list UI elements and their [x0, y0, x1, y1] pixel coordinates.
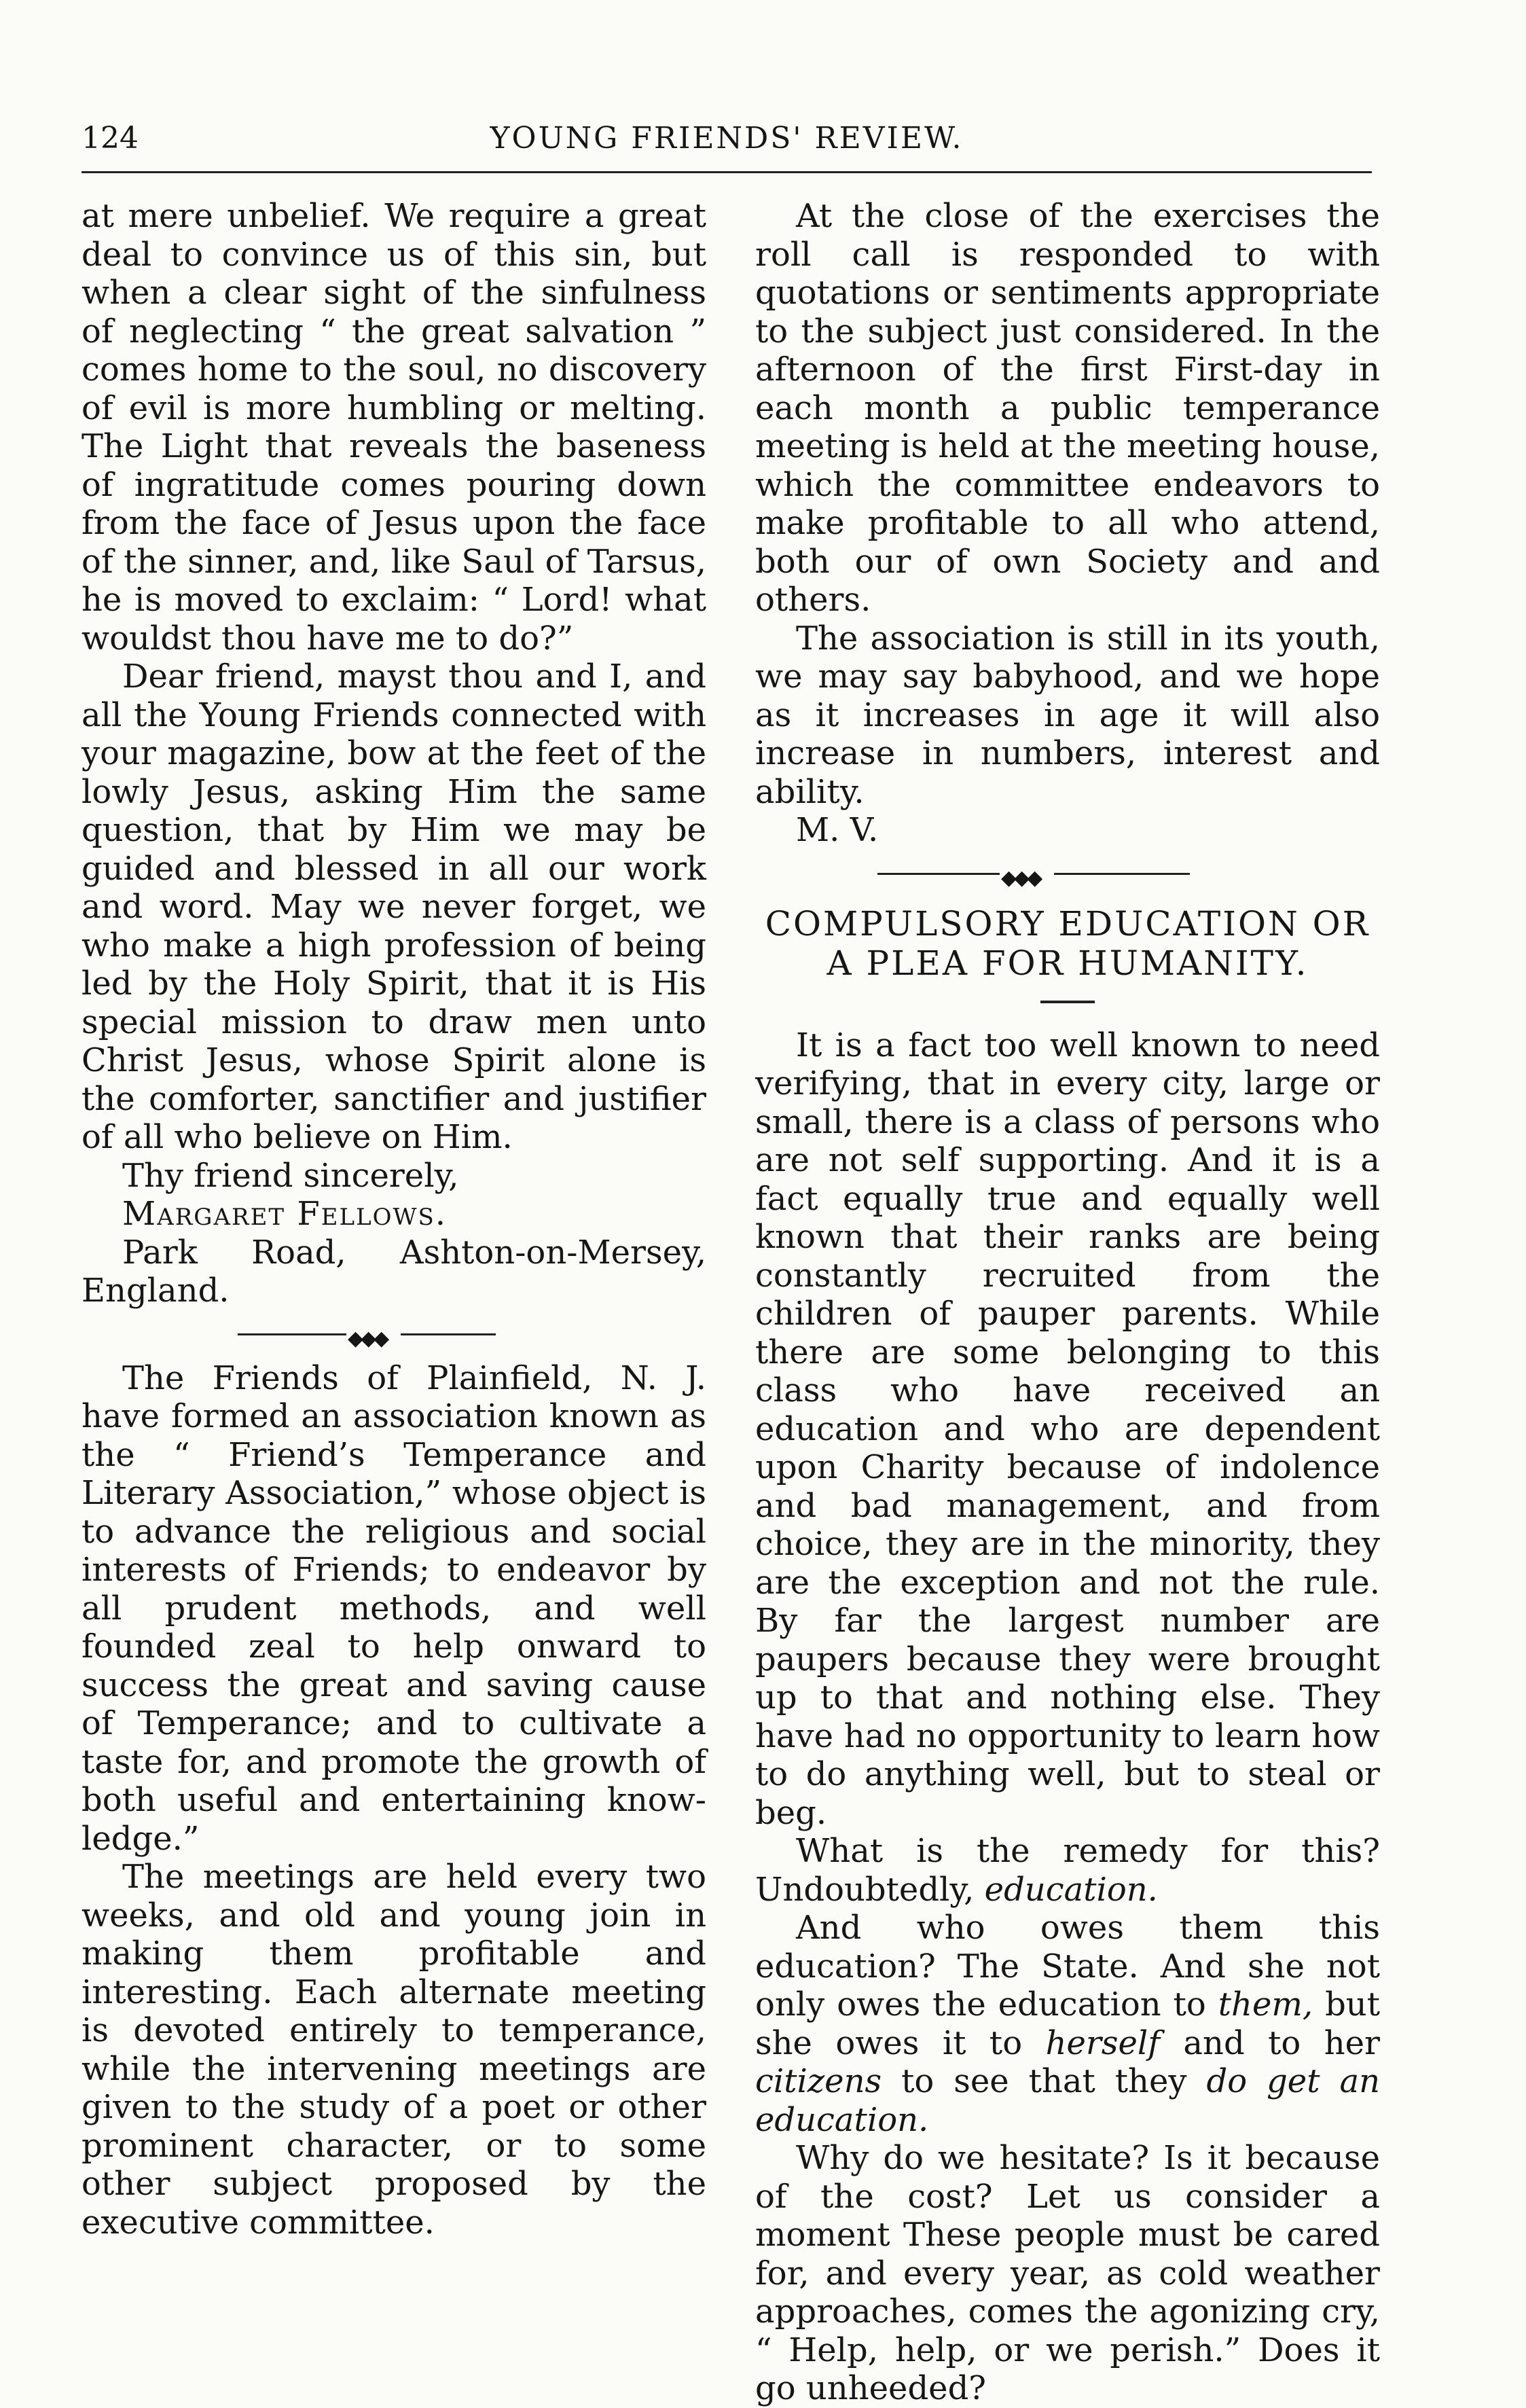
- ornament-icon: ◆◆◆: [1001, 865, 1040, 890]
- paragraph-youth: The association is still in its youth, we may say babyhood, and we hope as it increases in age it will also increase in numbers, interest and ability.: [755, 619, 1380, 811]
- italic-text: education.: [984, 1870, 1158, 1909]
- article-title-line-2: A PLEA FOR HUMANITY.: [826, 943, 1309, 983]
- right-column: [755, 197, 1380, 2408]
- paragraph-who-owes: [755, 1909, 1380, 2139]
- header-rule: [81, 171, 1372, 173]
- text-span: What is the remedy for this? Undoubtedly,: [755, 1832, 1380, 1909]
- letter-closing: Thy friend sincerely,: [122, 1156, 459, 1195]
- paragraph-roll-call: At the close of the exercises the roll call is responded to with quotations or sentiments appropriate to the subject just considered. In the afternoon of the first First-day in each month a public temperance meeting is held at the meeting house, which the committee endeavors to make profitable to all who attend, both our of own Society and and others.: [755, 197, 1380, 619]
- text-span: to see that they: [882, 2062, 1207, 2100]
- paragraph-association: The Friends of Plainfield, N. J. have formed an association known as the “ Friend’s Temperance and Literary Association,” whose object is to advance the religious and social interests of Friends; to endeavor by all prudent methods, and well founded zeal to help onward to success the great and saving cause of Temperance; and to cultivate a taste for, and promote the growth of both useful and entertaining knowledge.”: [81, 1359, 706, 1858]
- paragraph-remedy: [755, 1832, 1380, 1909]
- ornament-icon: ◆◆◆: [348, 1326, 387, 1350]
- author-initials: M. V.: [796, 811, 879, 849]
- italic-text: citizens: [755, 2062, 882, 2100]
- paragraph-meetings: The meetings are held every two weeks, and old and young join in making them profitable and interesting. Each alternate meeting is devoted entirely to temperance, while the intervening meetings are given to the study of a poet or other prominent character, or to some other subject proposed by the executive committee.: [81, 1858, 706, 2242]
- title-rule: [1040, 1001, 1095, 1003]
- article-title-line-1: COMPULSORY EDUCATION OR: [765, 903, 1370, 944]
- article-title: [755, 904, 1380, 983]
- text-span: but she owes it to: [755, 1985, 1380, 2062]
- page-number: 124: [81, 121, 139, 156]
- left-column: [81, 197, 706, 2242]
- section-divider: [755, 850, 1380, 899]
- paragraph-hesitate: Why do we hesitate? Is it because of the cost? Let us consider a moment These people must be cared for, and every year, as cold weather approaches, comes the agonizing cry, “ Help, help, or we perish.” Does it go unheeded?: [755, 2139, 1380, 2407]
- running-header: [81, 121, 1372, 168]
- letter-signature: Margaret Fellows.: [122, 1195, 448, 1233]
- text-span: and to her: [1159, 2024, 1381, 2062]
- paragraph-continued: at mere unbelief. We require a great deal to convince us of this sin, but when a clear sight of the sinfulness of neglecting “ the great salvation ” comes home to the soul, no discovery of evil is more humbling or melting. The Light that reveals the baseness of ingratitude comes pouring down from the face of Jesus upon the face of the sinner, and, like Saul of Tarsus, he is moved to exclaim: “ Lord! what wouldst thou have me to do?”: [81, 197, 706, 658]
- paragraph-dear-friend: Dear friend, mayst thou and I, and all the Young Friends connected with your magazine, bow at the feet of the lowly Jesus, asking Him the same question, that by Him we may be guided and blessed in all our work and word. May we never forget, we who make a high profession of being led by the Holy Spirit, that it is His special mission to draw men unto Christ Jesus, whose Spirit alone is the comforter, sanctifier and justifier of all who believe on Him.: [81, 658, 706, 1156]
- paragraph-fact: It is a fact too well known to need verifying, that in every city, large or small, there is a class of persons who are not self supporting. And it is a fact equally true and equally well known that their ranks are being constantly recruited from the children of pauper parents. While there are some belonging to this class who have received an education and who are dependent upon Charity because of indolence and bad management, and from choice, they are in the minority, they are the exception and not the rule. By far the largest number are paupers because they were brought up to that and nothing else. They have had no opportunity to learn how to do anything well, but to steal or beg.: [755, 1026, 1380, 1832]
- letter-address: Park Road, Ashton-on-Mersey, England.: [81, 1233, 706, 1310]
- italic-text: do get an education.: [755, 2062, 1380, 2139]
- italic-text: them,: [1218, 1985, 1313, 2024]
- running-title: YOUNG FRIENDS' REVIEW.: [490, 121, 964, 156]
- section-divider: [81, 1310, 706, 1359]
- italic-text: herself: [1045, 2024, 1160, 2062]
- text-span: And who owes them this education? The State. And she not only owes the education to: [755, 1909, 1380, 2024]
